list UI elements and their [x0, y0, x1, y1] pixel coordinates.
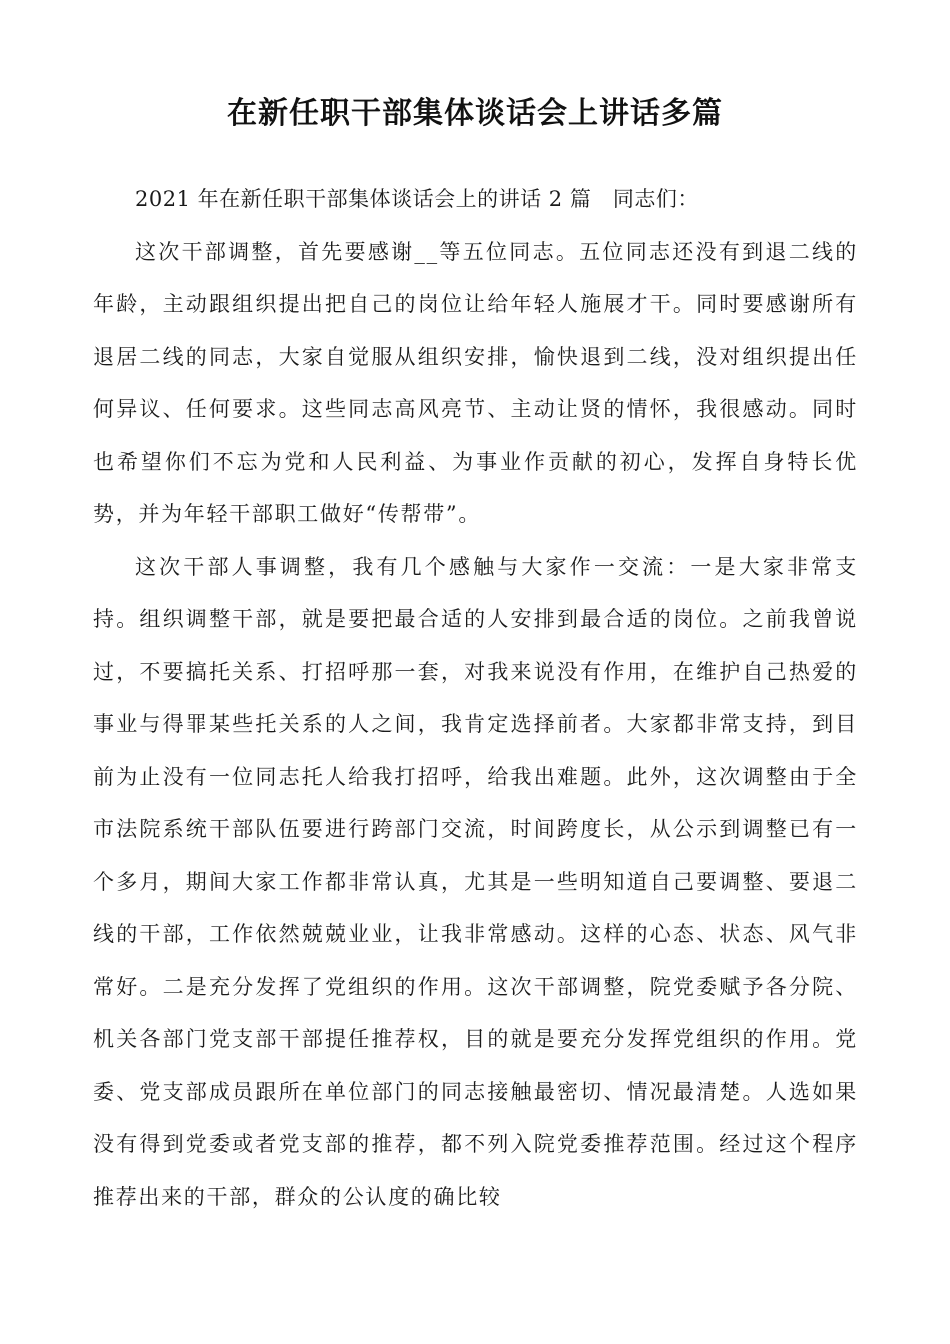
document-body [93, 173, 858, 1223]
paragraph-reflections: 这次干部人事调整，我有几个感触与大家作一交流：一是大家非常支持。组织调整干部，就是要把最合适的人安排到最合适的岗位。之前我曾说过，不要搞托关系、打招呼那一套，对我来说没有作用，在维护自己热爱的事业与得罪某些托关系的人之间，我肯定选择前者。大家都非常支持，到目前为止没有一位同志托人给我打招呼，给我出难题。此外，这次调整由于全市法院系统干部队伍要进行跨部门交流，时间跨度长，从公示到调整已有一个多月，期间大家工作都非常认真，尤其是一些明知道自己要调整、要退二线的干部，工作依然兢兢业业，让我非常感动。这样的心态、状态、风气非常好。二是充分发挥了党组织的作用。这次干部调整，院党委赋予各分院、机关各部门党支部干部提任推荐权，目的就是要充分发挥党组织的作用。党委、党支部成员跟所在单位部门的同志接触最密切、情况最清楚。人选如果没有得到党委或者党支部的推荐，都不列入院党委推荐范围。经过这个程序推荐出来的干部，群众的公认度的确比较 [93, 554, 858, 1209]
paragraph-thanks: 这次干部调整，首先要感谢__等五位同志。五位同志还没有到退二线的年龄，主动跟组织提出把自己的岗位让给年轻人施展才干。同时要感谢所有退居二线的同志，大家自觉服从组织安排，愉快退到二线，没对组织提出任何异议、任何要求。这些同志高风亮节、主动让贤的情怀，我很感动。同时也希望你们不忘为党和人民利益、为事业作贡献的初心，发挥自身特长优势，并为年轻干部职工做好“传帮带”。 [93, 239, 858, 526]
paragraph-intro: 2021 年在新任职干部集体谈话会上的讲话 2 篇 同志们： [135, 187, 699, 211]
document-title: 在新任职干部集体谈话会上讲话多篇 [227, 96, 723, 131]
